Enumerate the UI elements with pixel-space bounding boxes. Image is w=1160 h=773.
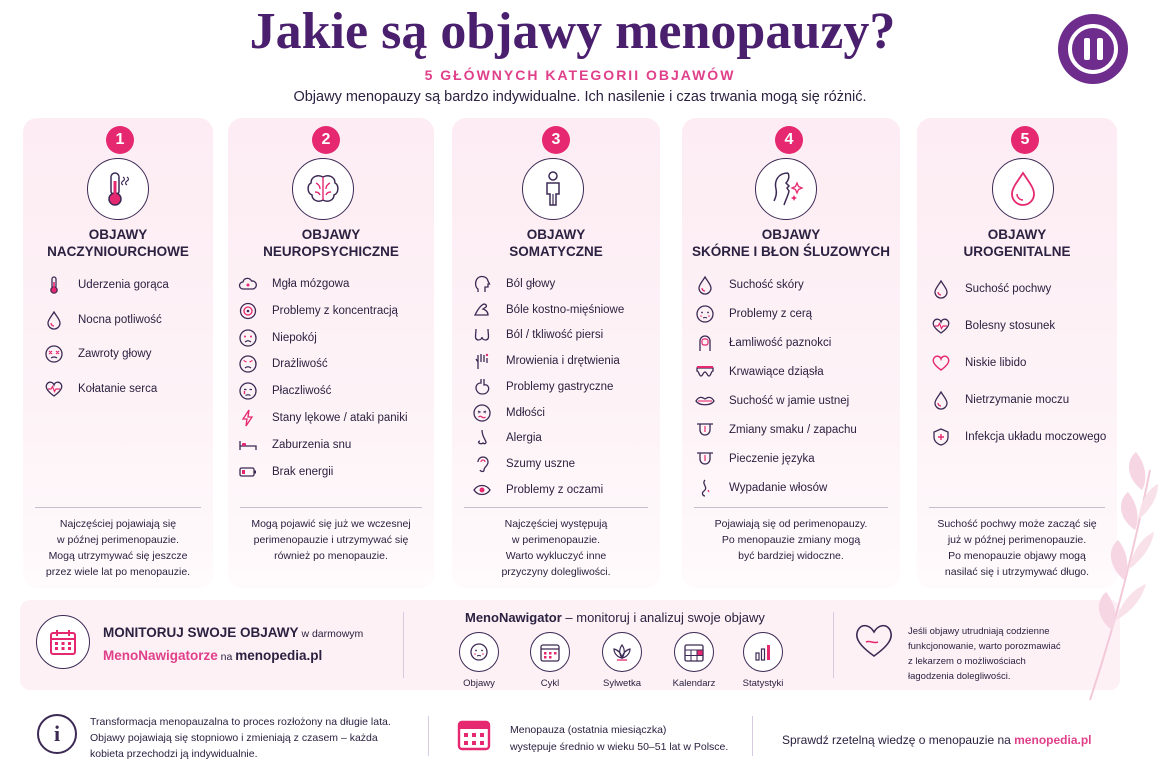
- symptom-item: [694, 361, 824, 383]
- symptom-item: [471, 299, 624, 321]
- note-line: być bardziej widoczne.: [738, 550, 844, 562]
- eye-icon: [471, 479, 493, 501]
- advice-line: Jeśli objawy utrudniają codzienne: [908, 626, 1050, 637]
- symptom-item: [43, 274, 169, 296]
- chest-icon: [471, 324, 493, 346]
- person-icon: [522, 158, 584, 220]
- symptom-item: [694, 448, 815, 470]
- divider: [464, 507, 648, 508]
- symptom-item: [694, 419, 857, 441]
- divider: [929, 507, 1105, 508]
- face-sparkle-icon: [755, 158, 817, 220]
- category-number: 5: [1011, 126, 1039, 154]
- info-icon: i: [37, 714, 77, 754]
- navigator-item-label: Kalendarz: [672, 678, 716, 689]
- symptom-item: [471, 350, 620, 372]
- category-note: [452, 516, 660, 580]
- nausea-face-icon: [471, 402, 493, 424]
- thermometer-icon: [43, 274, 65, 296]
- drop-icon: [930, 389, 952, 411]
- monitor-heading: MONITORUJ SWOJE OBJAWY: [103, 625, 299, 640]
- calendar-icon: [456, 716, 492, 752]
- bed-icon: [237, 434, 259, 456]
- symptom-label: Zmiany smaku / zapachu: [729, 424, 857, 436]
- symptom-item: [694, 332, 831, 354]
- calendar-grid-icon: [674, 632, 714, 672]
- face-icon: [459, 632, 499, 672]
- symptom-label: Mdłości: [506, 407, 545, 419]
- navigator-item-label: Cykl: [540, 678, 560, 689]
- category-number: 3: [542, 126, 570, 154]
- category-title-line: OBJAWY: [88, 227, 148, 242]
- symptom-label: Alergia: [506, 432, 542, 444]
- symptom-item: [694, 390, 849, 412]
- heart-icon: [930, 352, 952, 374]
- lotus-icon: [602, 632, 642, 672]
- symptom-item: [237, 273, 349, 295]
- divider: [833, 612, 834, 678]
- navigator-item-label: Statystyki: [742, 678, 784, 689]
- category-note: [682, 516, 900, 564]
- page-title: Jakie są objawy menopauzy?: [249, 3, 896, 60]
- monitor-small-2: na: [217, 651, 236, 663]
- cloud-icon: [237, 273, 259, 295]
- symptom-label: Łamliwość paznokci: [729, 337, 832, 349]
- calendar-icon: [36, 615, 90, 669]
- symptom-label: Stany lękowe / ataki paniki: [272, 412, 408, 424]
- menopedia-link[interactable]: menopedia.pl: [235, 648, 323, 663]
- page-subtitle: 5 GŁÓWNYCH KATEGORII OBJAWÓW: [424, 67, 736, 83]
- monitor-small: w darmowym: [298, 628, 364, 640]
- symptom-item: [237, 353, 328, 375]
- symptom-item: [471, 273, 555, 295]
- dizzy-face-icon: [43, 343, 65, 365]
- symptom-label: Nocna potliwość: [78, 314, 162, 326]
- note-line: Po menopauzie zmiany mogą: [721, 534, 861, 546]
- category-title-line: OBJAWY: [301, 227, 361, 242]
- symptom-label: Infekcja układu moczowego: [965, 431, 1107, 443]
- symptom-label: Kołatanie serca: [78, 383, 158, 395]
- intro-text: Objawy menopauzy są bardzo indywidualne. Ich nasilenie i czas trwania mogą się różnić.: [293, 89, 867, 105]
- advice-line: funkcjonowanie, warto porozmawiać: [908, 641, 1061, 652]
- monitor-cta[interactable]: [103, 622, 363, 668]
- symptom-item: [694, 477, 827, 499]
- symptom-label: Ból głowy: [506, 278, 556, 290]
- symptom-item: [471, 427, 542, 449]
- symptom-item: [43, 378, 157, 400]
- symptom-item: [471, 479, 603, 501]
- category-number: 1: [106, 126, 134, 154]
- navigator-item-objawy[interactable]: [449, 632, 509, 689]
- symptom-label: Problemy z cerą: [729, 308, 813, 320]
- category-title-line: SKÓRNE I BŁON ŚLUZOWYCH: [692, 244, 890, 259]
- category-number: 4: [775, 126, 803, 154]
- bar-chart-icon: [743, 632, 783, 672]
- footer-link[interactable]: [782, 733, 1091, 747]
- nose-icon: [471, 427, 493, 449]
- navigator-desc: – monitoruj i analizuj swoje objawy: [561, 610, 765, 625]
- shield-icon: [930, 426, 952, 448]
- symptom-item: [237, 300, 398, 322]
- hand-icon: [471, 350, 493, 372]
- gums-icon: [694, 361, 716, 383]
- symptom-item: [471, 376, 613, 398]
- advice-text: [908, 624, 1068, 684]
- category-title-line: SOMATYCZNE: [509, 244, 603, 259]
- note-line: nasilać się i utrzymywać długo.: [944, 566, 1090, 578]
- symptom-label: Problemy gastryczne: [506, 381, 614, 393]
- symptom-label: Problemy z oczami: [506, 484, 604, 496]
- category-title-line: UROGENITALNE: [963, 244, 1071, 259]
- symptom-label: Mgła mózgowa: [272, 278, 350, 290]
- crying-face-icon: [237, 380, 259, 402]
- lightning-icon: [237, 407, 259, 429]
- symptom-label: Krwawiące dziąsła: [729, 366, 824, 378]
- symptom-label: Niskie libido: [965, 357, 1027, 369]
- symptom-label: Problemy z koncentracją: [272, 305, 398, 317]
- drop-icon: [43, 309, 65, 331]
- symptom-item: [43, 309, 162, 331]
- category-title-line: NACZYNIOURCHOWE: [47, 244, 189, 259]
- symptom-item: [237, 434, 351, 456]
- nail-icon: [694, 332, 716, 354]
- symptom-label: Zaburzenia snu: [272, 439, 352, 451]
- symptom-item: [471, 453, 575, 475]
- arm-icon: [471, 299, 493, 321]
- info-text: [90, 714, 391, 762]
- note-line: Pojawiają się od perimenopauzy.: [714, 518, 868, 530]
- symptom-item: [930, 389, 1069, 411]
- note-line: Mogą pojawić się już we wczesnej: [251, 518, 411, 530]
- symptom-item: [694, 274, 804, 296]
- navigator-title: [465, 610, 765, 625]
- tongue-icon: [694, 419, 716, 441]
- drop-icon: [930, 278, 952, 300]
- heartbeat-icon: [43, 378, 65, 400]
- note-line: przez wiele lat po menopauzie.: [45, 566, 191, 578]
- symptom-item: [694, 303, 812, 325]
- menopause-line: występuje średnio w wieku 50–51 lat w Polsce.: [510, 741, 729, 753]
- note-line: Warto wykluczyć inne: [505, 550, 607, 562]
- symptom-item: [43, 343, 152, 365]
- footer-link-text: Sprawdź rzetelną wiedzę o menopauzie na: [782, 733, 1015, 747]
- advice-line: łagodzenia dolegliwości.: [908, 671, 1011, 682]
- hands-heart-icon: [852, 620, 896, 660]
- drop-icon: [694, 274, 716, 296]
- symptom-label: Uderzenia gorąca: [78, 279, 169, 291]
- symptom-item: [237, 407, 408, 429]
- note-line: również po menopauzie.: [274, 550, 388, 562]
- category-title-line: OBJAWY: [526, 227, 586, 242]
- symptom-label: Suchość skóry: [729, 279, 804, 291]
- symptom-label: Wypadanie włosów: [729, 482, 828, 494]
- head-icon: [471, 273, 493, 295]
- category-number: 2: [312, 126, 340, 154]
- calendar-icon: [530, 632, 570, 672]
- info-line: Objawy pojawiają się stopniowo i zmieniają z czasem – każda: [90, 732, 378, 744]
- note-line: już w późnej perimenopauzie.: [947, 534, 1087, 546]
- symptom-item: [930, 315, 1055, 337]
- leaf-decoration-icon: [1080, 450, 1160, 710]
- symptom-item: [930, 278, 1051, 300]
- symptom-label: Suchość w jamie ustnej: [729, 395, 850, 407]
- symptom-label: Brak energii: [272, 466, 334, 478]
- category-note: [23, 516, 213, 580]
- note-line: Mogą utrzymywać się jeszcze: [48, 550, 188, 562]
- symptom-item: [471, 402, 545, 424]
- tongue-icon: [694, 448, 716, 470]
- stomach-icon: [471, 376, 493, 398]
- menopause-age-text: [510, 722, 728, 756]
- note-line: Najczęściej pojawiają się: [59, 518, 177, 530]
- battery-icon: [237, 461, 259, 483]
- note-line: przyczyny dolegliwości.: [501, 566, 611, 578]
- note-line: Suchość pochwy może zacząć się: [937, 518, 1097, 530]
- note-line: w perimenopauzie.: [511, 534, 601, 546]
- note-line: Po menopauzie objawy mogą: [948, 550, 1086, 562]
- symptom-item: [930, 426, 1106, 448]
- category-title-line: OBJAWY: [987, 227, 1047, 242]
- lips-icon: [694, 390, 716, 412]
- symptom-label: Niepokój: [272, 332, 317, 344]
- category-title: [452, 226, 660, 260]
- symptom-label: Szumy uszne: [506, 458, 576, 470]
- menopause-line: Menopauza (ostatnia miesiączka): [510, 724, 667, 736]
- symptom-label: Drażliwość: [272, 358, 328, 370]
- face-icon: [694, 303, 716, 325]
- menonawigator-link[interactable]: MenoNawigatorze: [103, 648, 218, 663]
- thermometer-icon: [87, 158, 149, 220]
- brain-icon: [292, 158, 354, 220]
- angry-face-icon: [237, 353, 259, 375]
- navigator-item-sylwetka[interactable]: [592, 632, 652, 689]
- target-icon: [237, 300, 259, 322]
- divider: [694, 507, 888, 508]
- symptom-label: Ból / tkliwość piersi: [506, 329, 604, 341]
- menopedia-footer-link[interactable]: menopedia.pl: [1014, 733, 1092, 747]
- info-line: Transformacja menopauzalna to proces rozłożony na długie lata.: [90, 716, 391, 728]
- category-title-line: OBJAWY: [761, 227, 821, 242]
- divider: [403, 612, 404, 678]
- navigator-item-label: Objawy: [463, 678, 495, 689]
- symptom-label: Nietrzymanie moczu: [965, 394, 1070, 406]
- navigator-item-cykl[interactable]: [520, 632, 580, 689]
- divider: [752, 716, 753, 756]
- symptom-item: [930, 352, 1026, 374]
- divider: [35, 507, 201, 508]
- navigator-item-label: Sylwetka: [602, 678, 641, 689]
- divider: [240, 507, 422, 508]
- ear-icon: [471, 453, 493, 475]
- category-title: [917, 226, 1117, 260]
- symptom-item: [471, 324, 603, 346]
- worried-face-icon: [237, 327, 259, 349]
- note-line: w późnej perimenopauzie.: [57, 534, 179, 546]
- drop-icon: [992, 158, 1054, 220]
- heartbeat-icon: [930, 315, 952, 337]
- symptom-label: Pieczenie języka: [729, 453, 815, 465]
- symptom-label: Bóle kostno-mięśniowe: [506, 304, 625, 316]
- symptom-label: Mrowienia i drętwienia: [506, 355, 620, 367]
- symptom-item: [237, 380, 331, 402]
- hair-icon: [694, 477, 716, 499]
- note-line: Najczęściej występują: [504, 518, 608, 530]
- navigator-name: MenoNawigator: [465, 610, 562, 625]
- symptom-label: Bolesny stosunek: [965, 320, 1056, 332]
- category-title-line: NEUROPSYCHICZNE: [263, 244, 399, 259]
- symptom-label: Suchość pochwy: [965, 283, 1052, 295]
- note-line: perimenopauzie i utrzymywać się: [253, 534, 409, 546]
- advice-line: z lekarzem o możliwościach: [908, 656, 1026, 667]
- divider: [428, 716, 429, 756]
- symptom-item: [237, 461, 333, 483]
- category-title: [682, 226, 900, 260]
- info-line: kobieta przechodzi ją indywidualnie.: [90, 748, 258, 760]
- navigator-item-statystyki[interactable]: [733, 632, 793, 689]
- navigator-item-kalendarz[interactable]: [664, 632, 724, 689]
- symptom-item: [237, 327, 317, 349]
- category-title: [23, 226, 213, 260]
- category-title: [228, 226, 434, 260]
- symptom-label: Zawroty głowy: [78, 348, 152, 360]
- category-note: [228, 516, 434, 564]
- symptom-label: Płaczliwość: [272, 385, 332, 397]
